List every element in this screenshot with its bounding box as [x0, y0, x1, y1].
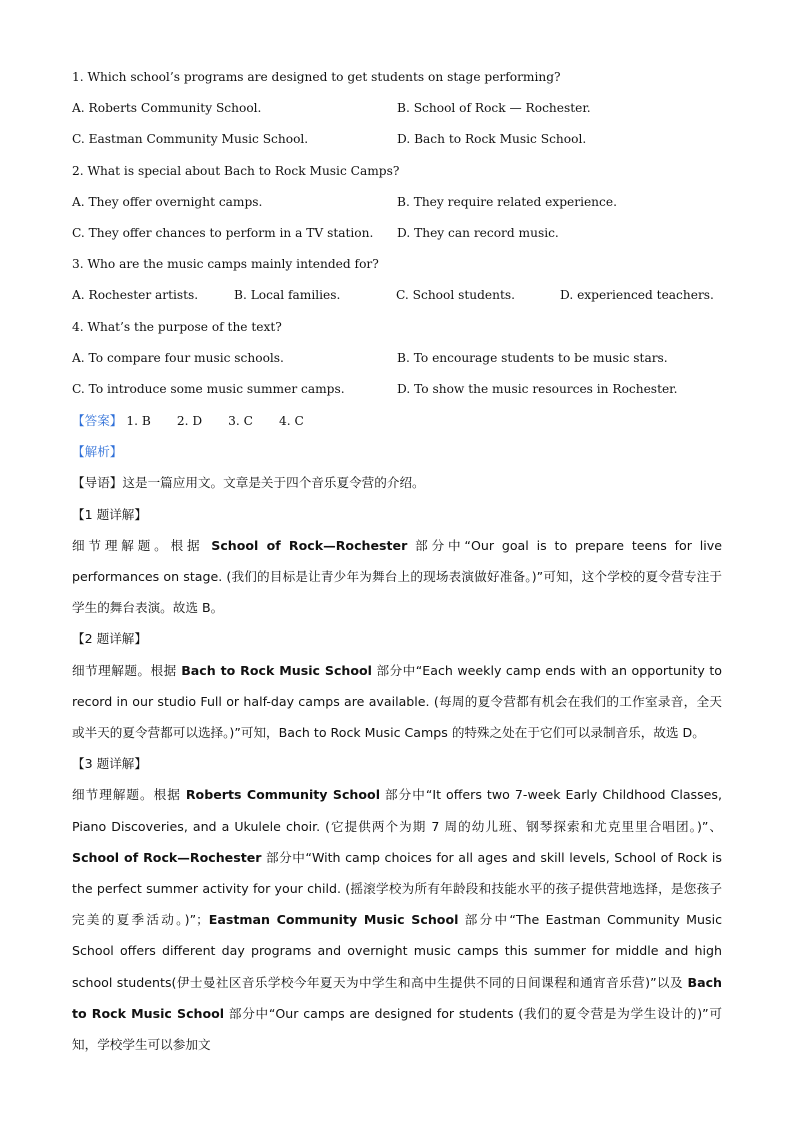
intro-text: 【导语】这是一篇应用文。文章是关于四个音乐夏令营的介绍。	[72, 475, 425, 491]
question-1-option-c: C. Eastman Community Music School.	[72, 132, 309, 147]
q3-mid-2: 部分中“With camp choices for all ages and skill levels, School of Rock is the perfect summer activity for your child. (摇滚学校为所有年龄段和技能水平的孩子提供营地选择，是您孩子完美的夏季活动。)”；	[72, 849, 722, 928]
answer-3: 3. C	[228, 414, 253, 429]
q3-heading: 【3 题详解】	[72, 756, 147, 772]
question-2-options-row-1	[72, 187, 724, 218]
q3-post: 部分中“Our camps are designed for students (我们的夏令营是为学生设计的)”可知，学校学生可以参加文	[72, 1005, 723, 1053]
q1-pre: 细节理解题。根据	[72, 537, 212, 553]
question-1-options-row-2	[72, 124, 724, 155]
question-4-option-c: C. To introduce some music summer camps.	[72, 381, 345, 396]
document-page	[72, 62, 724, 1060]
q3-explanation	[72, 779, 722, 1060]
q3-mid-1: 部分中“It offers two 7-week Early Childhood Classes, Piano Discoveries, and a Ukulele choir. (它提供两个为期 7 周的幼儿班、钢琴探索和尤克里里合唱团。)”、	[72, 787, 722, 834]
question-3-option-c: C. School students.	[396, 288, 516, 303]
question-2-option-b: B. They require related experience.	[397, 194, 617, 209]
q3-pre: 细节理解题。根据	[72, 787, 186, 803]
q3-section-name-4: Bach to Rock Music School	[72, 974, 722, 1021]
q2-post: 部分中“Each weekly camp ends with an opportunity to record in our studio Full or half-day camps are available. (每周的夏令营都有机会在我们的工作室录音，全天或半天的夏令营都可以选择。)”可知，Bach to Rock Music Camps 的特殊之处在于它们可以录制音乐，故选 D。	[72, 662, 723, 741]
answer-label: 【答案】	[72, 413, 123, 429]
question-2-options-row-2	[72, 218, 724, 249]
q3-section-name-2: School of Rock—Rochester	[72, 849, 262, 865]
answer-line	[72, 405, 724, 436]
analysis-label: 【解析】	[72, 444, 123, 460]
question-4-option-b: B. To encourage students to be music stars.	[397, 350, 668, 365]
question-4-stem: 4. What’s the purpose of the text?	[72, 319, 282, 334]
question-2-option-c: C. They offer chances to perform in a TV station.	[72, 225, 374, 240]
question-1-stem: 1. Which school’s programs are designed to get students on stage performing?	[72, 70, 561, 84]
question-3-option-a: A. Rochester artists.	[72, 288, 199, 303]
question-1-option-a: A. Roberts Community School.	[72, 101, 262, 116]
question-3-stem: 3. Who are the music camps mainly intended for?	[72, 257, 379, 272]
question-1-option-b: B. School of Rock — Rochester.	[397, 101, 591, 116]
question-4-options-row-1	[72, 343, 724, 374]
question-4-option-a: A. To compare four music schools.	[72, 350, 284, 365]
question-2-option-d: D. They can record music.	[397, 225, 559, 240]
q1-section-name: School of Rock—Rochester	[211, 537, 408, 553]
question-3-option-b: B. Local families.	[234, 288, 341, 303]
question-1-options-row-1	[72, 93, 724, 124]
question-3-options-row	[72, 280, 724, 311]
question-2-stem: 2. What is special about Bach to Rock Music Camps?	[72, 163, 400, 178]
answer-2: 2. D	[176, 414, 203, 429]
question-4-options-row-2	[72, 374, 724, 405]
q2-heading: 【2 题详解】	[72, 631, 147, 647]
question-1-option-d: D. Bach to Rock Music School.	[397, 132, 587, 147]
q2-pre: 细节理解题。根据	[72, 662, 182, 678]
answer-4: 4. C	[278, 414, 304, 429]
q3-section-name-3: Eastman Community Music School	[208, 912, 459, 928]
q2-explanation	[72, 655, 722, 749]
q1-explanation	[72, 530, 722, 624]
q3-mid-3: 部分中“The Eastman Community Music School offers different day programs and overnight music camps this summer for middle and high school students(伊士曼社区音乐学校今年夏天为中学生和高中生提供不同的日间课程和通宵音乐营)”以及	[72, 912, 722, 990]
question-4-option-d: D. To show the music resources in Rochester.	[397, 381, 678, 396]
answer-1: 1. B	[126, 414, 151, 429]
q1-post: 部分中“Our goal is to prepare teens for live performances on stage. (我们的目标是让青少年为舞台上的现场表演做好准备。)”可知，这个学校的夏令营专注于学生的舞台表演。故选 B。	[72, 537, 722, 616]
q3-section-name-1: Roberts Community School	[185, 787, 381, 803]
q1-heading: 【1 题详解】	[72, 506, 147, 522]
q2-section-name: Bach to Rock Music School	[181, 662, 373, 678]
question-3-option-d: D. experienced teachers.	[560, 288, 714, 303]
question-2-option-a: A. They offer overnight camps.	[72, 194, 263, 209]
